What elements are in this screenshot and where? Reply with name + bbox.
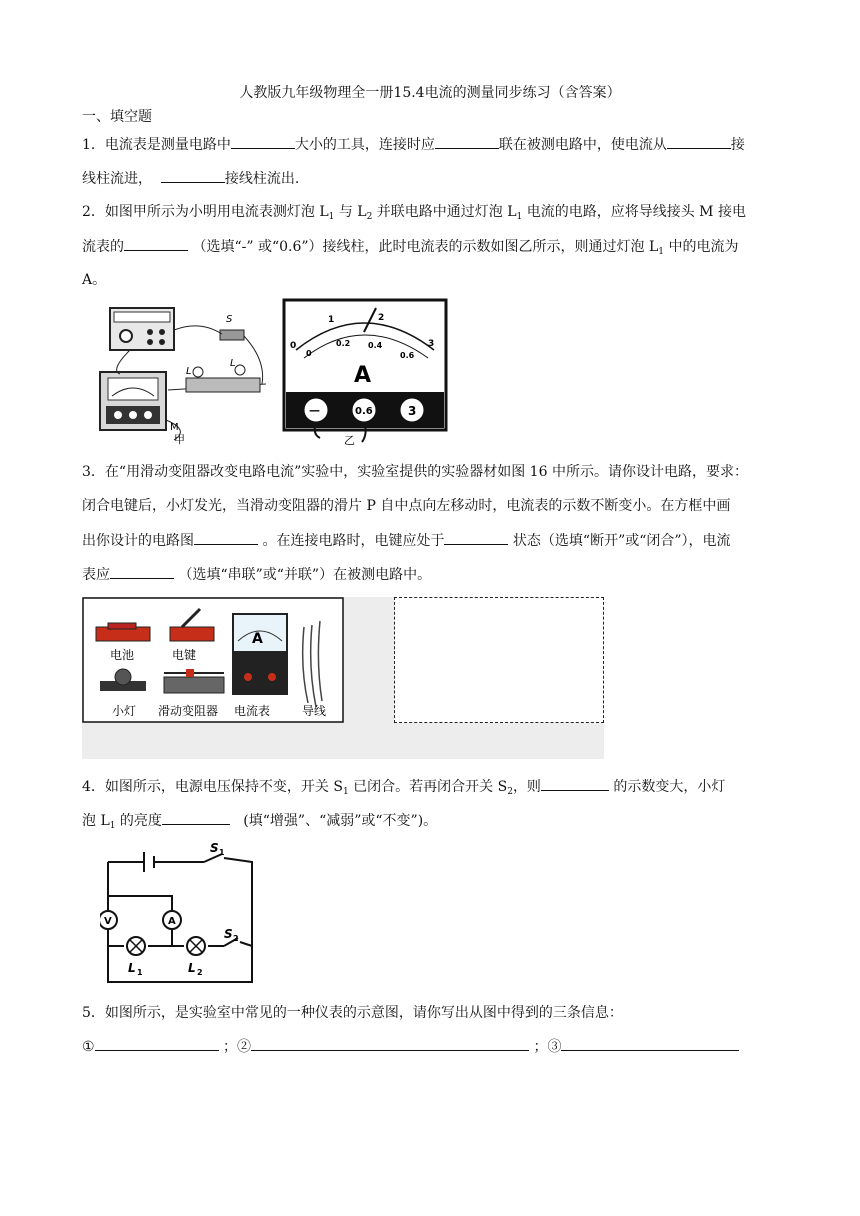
- q3-line1: 3．在“用滑动变阻器改变电路电流”实验中，实验室提供的实验器材如图 16 中所示。请你设计电路，要求：: [82, 464, 748, 480]
- circuit-drawing-box[interactable]: [394, 597, 604, 723]
- label-S: S: [226, 314, 233, 325]
- q1-blank-2[interactable]: [435, 134, 499, 149]
- tick-bottom-0: 0: [306, 349, 312, 358]
- q4-blank-1[interactable]: [541, 776, 609, 791]
- tick-bottom-2: 0.4: [368, 341, 383, 350]
- figure-yi-ammeter: [282, 298, 450, 446]
- q4-blank-2[interactable]: [162, 810, 230, 825]
- q5-blank-3[interactable]: [561, 1036, 739, 1051]
- q3-line2: 闭合电键后，小灯发光，当滑动变阻器的滑片 P 自中点向左移动时，电流表的示数不断变小。在方框中画: [82, 498, 731, 514]
- terminal-minus: —: [309, 404, 320, 417]
- tick-top-1: 1: [328, 315, 335, 325]
- q2-line2: 流表的 （选填“-” 或“0.6”）接线柱，此时电流表的示数如图乙所示，则通过灯泡 $L_1$ 中的电流为: [82, 236, 782, 262]
- item-switch: 电键: [172, 648, 197, 662]
- tick-top-3: 3: [428, 339, 435, 349]
- item-lamp: 小灯: [112, 704, 137, 718]
- bulb-board: [186, 378, 260, 392]
- label-L1: L: [186, 366, 192, 377]
- equipment-panel: [82, 597, 344, 723]
- page-title: 人教版九年级物理全一册15.4电流的测量同步练习（含答案）: [239, 85, 621, 101]
- item-rheostat: 滑动变阻器: [158, 704, 219, 718]
- q1-line2: 线柱流进， 接线柱流出.: [82, 168, 782, 189]
- q1-number: 1: [82, 137, 91, 153]
- q3-number: 3: [82, 464, 91, 480]
- label-jia: 甲: [174, 433, 185, 446]
- q1-blank-4[interactable]: [161, 168, 225, 183]
- q2-line1: 2．如图甲所示为小明用电流表测灯泡 $L_1$ 与 $L_2$ 并联电路中通过灯泡 $L_1$ 电流的电路，应将导线接头 M 接电: [82, 204, 746, 222]
- meter-unit: A: [354, 363, 372, 388]
- tick-top-0: 0: [290, 341, 297, 351]
- switch-device: [220, 330, 244, 340]
- label-A: A: [168, 916, 176, 927]
- terminal-3: 3: [408, 404, 417, 418]
- label-M: M: [170, 422, 179, 433]
- q1-blank-1[interactable]: [231, 134, 295, 149]
- item-battery: 电池: [110, 648, 135, 662]
- svg-text:2: 2: [233, 934, 239, 943]
- ammeter-icon-letter: A: [252, 631, 263, 647]
- svg-text:1: 1: [137, 968, 143, 977]
- q5-line1: 5．如图所示，是实验室中常见的一种仪表的示意图，请你写出从图中得到的三条信息：: [82, 1005, 623, 1021]
- q3-blank-2[interactable]: [444, 530, 508, 545]
- label-L1: L: [128, 961, 136, 975]
- q4-circuit-diagram: [100, 840, 262, 990]
- q1-line1: 1．电流表是测量电路中 大小的工具，连接时应 联在被测电路中，使电流从 接: [82, 134, 782, 155]
- q1-blank-3[interactable]: [667, 134, 731, 149]
- svg-text:2: 2: [197, 968, 203, 977]
- tick-bottom-3: 0.6: [400, 351, 415, 360]
- label-L2: L: [188, 961, 196, 975]
- q2-line3: A。: [82, 272, 107, 288]
- q5-blank-2[interactable]: [251, 1036, 529, 1051]
- q3-line3: 出你设计的电路图 。在连接电路时，电键应处于 状态（选填“断开”或“闭合”），电流: [82, 530, 782, 551]
- label-S1: S: [210, 841, 219, 855]
- q5-number: 5: [82, 1005, 91, 1021]
- section-heading: 一、填空题: [82, 109, 152, 125]
- tick-top-2: 2: [378, 313, 385, 323]
- figure-jia-circuit: [90, 300, 270, 446]
- switch-icon: [170, 627, 214, 641]
- item-ammeter: 电流表: [234, 704, 271, 718]
- q3-line4: 表应 （选填“串联”或“并联”）在被测电路中。: [82, 564, 782, 585]
- q4-line2: 泡 $L_1$ 的亮度 (填“增强”、“减弱”或“不变”)。: [82, 810, 782, 836]
- rheostat-icon: [164, 677, 224, 693]
- tick-bottom-1: 0.2: [336, 339, 351, 348]
- terminal-0-6: 0.6: [355, 406, 373, 417]
- label-V: V: [104, 916, 112, 927]
- svg-text:1: 1: [219, 848, 225, 857]
- label-S2: S: [224, 927, 233, 941]
- q3-blank-3[interactable]: [110, 564, 174, 579]
- item-wires: 导线: [302, 704, 327, 718]
- q4-line1: 4．如图所示，电源电压保持不变，开关 $S_1$ 已闭合。若再闭合开关 $S_2$，则 的示数变大，小灯: [82, 776, 782, 802]
- q4-number: 4: [82, 779, 91, 795]
- q3-blank-1[interactable]: [194, 530, 258, 545]
- label-L2: L: [230, 358, 236, 369]
- label-yi: 乙: [344, 434, 355, 446]
- q5-line2: ① ；② ；③: [82, 1036, 782, 1057]
- q2-number: 2: [82, 204, 91, 220]
- q5-blank-1[interactable]: [95, 1036, 219, 1051]
- q2-blank-1[interactable]: [124, 236, 188, 251]
